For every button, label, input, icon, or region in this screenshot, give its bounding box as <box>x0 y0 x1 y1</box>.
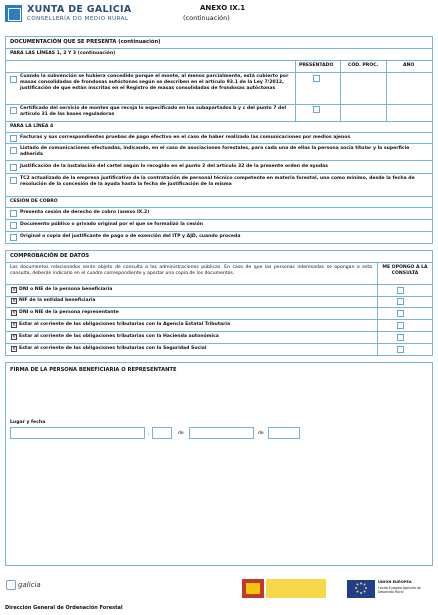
cession-checkbox-1[interactable] <box>10 210 17 217</box>
line4-item-2: Listado de comunicaciones efectuadas, indicando, en el caso de asociaciones forestales, para cada una de ellas la persona socia titular y la superficie adherida <box>20 146 410 157</box>
line4-item-3: Justificación de la instalación del cartel según lo recogido en el punto 2 del artículo 32 de la presente orden de ayudas <box>20 164 329 169</box>
row1-presented-checkbox[interactable] <box>313 75 320 82</box>
divider <box>5 307 433 308</box>
eu-label: UNIÓN EUROPEA <box>378 580 412 584</box>
ministry-logo-icon <box>266 579 326 598</box>
date-sep-3: de <box>258 431 264 436</box>
verify-item-1: DNI o NIE de la persona beneficiaria <box>19 287 113 292</box>
annex-continuation: (continuación) <box>183 14 230 22</box>
col-code: CÓD. PROC. <box>348 63 379 68</box>
row2-presented-checkbox[interactable] <box>313 106 320 113</box>
verify-x-3: × <box>12 310 17 316</box>
verify-x-5: × <box>12 334 17 340</box>
verify-x-1: × <box>12 287 17 293</box>
line4-checkbox-3[interactable] <box>10 164 17 171</box>
eu-flag-icon <box>347 580 375 598</box>
verify-item-3: DNI o NIE de la persona representante <box>19 310 119 315</box>
divider <box>5 104 433 105</box>
divider <box>5 319 433 320</box>
annex-title: ANEXO IX.1 <box>200 4 246 12</box>
line4-checkbox-4[interactable] <box>10 177 17 184</box>
line4-item-1: Facturas y sus correspondientes pruebas de pago efectivo en el caso de haber realizado las comunicaciones por medios ajenos <box>20 135 351 140</box>
divider <box>5 343 433 344</box>
verify-item-4: Estar al corriente de las obligaciones tributarias con la Agencia Estatal Tributaria <box>19 322 231 327</box>
month-field[interactable] <box>189 427 254 439</box>
verify-x-6: × <box>12 346 17 352</box>
divider <box>377 262 378 356</box>
divider <box>5 196 433 197</box>
oppose-checkbox-1[interactable] <box>397 287 404 294</box>
line4-checkbox-2[interactable] <box>10 147 17 154</box>
oppose-checkbox-5[interactable] <box>397 334 404 341</box>
cession-checkbox-3[interactable] <box>10 234 17 241</box>
oppose-checkbox-4[interactable] <box>397 322 404 329</box>
divider <box>5 132 433 133</box>
oppose-checkbox-6[interactable] <box>397 346 404 353</box>
verify-item-6: Estar al corriente de las obligaciones tributarias con la Seguridad Social <box>19 346 207 351</box>
date-sep-1: , <box>148 431 150 436</box>
divider <box>5 48 433 49</box>
cession-item-1: Presenta cesión de derecho de cobro (anexo IX.2) <box>20 210 150 215</box>
verification-title: COMPROBACIÓN DE DATOS <box>10 253 90 259</box>
place-date-label: Lugar y fecha <box>10 420 46 425</box>
galicia-wordmark: galicia <box>18 581 41 589</box>
divider <box>295 60 296 121</box>
divider <box>386 60 387 121</box>
xunta-logo-icon <box>5 5 22 22</box>
row2-text: Certificado del servicio de montes que recoja lo especificado en los subapartados b y c del punto 7 del artículo 31 de las bases reguladoras <box>20 106 287 117</box>
signature-section <box>5 362 433 566</box>
lines-title: PARA LAS LÍNEAS 1, 2 Y 3 (continuación) <box>10 51 116 56</box>
date-sep-2: de <box>178 431 184 436</box>
divider <box>5 262 433 263</box>
signature-title: FIRMA DE LA PERSONA BENEFICIARIA O REPRESENTANTE <box>10 367 177 373</box>
cession-item-3: Original o copia del justificante de pago o de exención del ITP y AJD, cuando proceda <box>20 234 241 239</box>
cession-item-2: Documento público o privado original por el que se formalizó la cesión <box>20 222 204 227</box>
divider <box>5 219 433 220</box>
divider <box>5 121 433 122</box>
divider <box>5 160 433 161</box>
divider <box>5 60 433 61</box>
directorate: Dirección General de Ordenación Forestal <box>5 605 123 611</box>
line4-title: PARA LA LÍNEA 4 <box>10 124 54 129</box>
documentation-title: DOCUMENTACIÓN QUE SE PRESENTA (continuación) <box>10 39 161 45</box>
divider <box>5 143 433 144</box>
col-year: AÑO <box>403 63 415 68</box>
row1-text: Cuando la subvención se hubiera concedido porque el monte, al menos parcialmente, está cubierto por masas consolidadas de frondosas autóctonas según se describen en el artículo 93.1 de la Ley 7/2012, justificación de que están inscritas en el Registro de masas consolidadas de frondosas autóctonas <box>20 74 289 91</box>
divider <box>5 72 433 73</box>
divider <box>5 231 433 232</box>
verify-x-4: × <box>12 322 17 328</box>
spain-government-logo-icon <box>242 579 264 598</box>
divider <box>5 207 433 208</box>
cession-title: CESIÓN DE COBRO <box>10 199 58 204</box>
year-field[interactable] <box>268 427 300 439</box>
eu-fund: Fondo Europeo Agrícola de Desarrollo Rural <box>378 586 421 594</box>
divider <box>5 331 433 332</box>
org-name: XUNTA DE GALICIA <box>27 4 132 15</box>
verification-intro: Los documentos relacionados serán objeto de consulta a las administraciones públicas. En caso de que las personas interesadas se opongan a esta consulta, deberán indicarlo en el cuadro correspondiente y aportar una copia de los documentos. <box>10 265 372 276</box>
col-oppose: ME OPONGO A LA CONSULTA <box>382 265 428 276</box>
place-field[interactable] <box>10 427 145 439</box>
verify-item-2: NIF de la entidad beneficiaria <box>19 298 96 303</box>
row1-checkbox[interactable] <box>10 76 17 83</box>
day-field[interactable] <box>152 427 172 439</box>
divider <box>340 60 341 121</box>
oppose-checkbox-2[interactable] <box>397 298 404 305</box>
verify-item-5: Estar al corriente de las obligaciones tributarias con la Hacienda autonómica <box>19 334 219 339</box>
divider <box>5 284 433 285</box>
galicia-logo-icon <box>6 580 16 590</box>
oppose-checkbox-3[interactable] <box>397 310 404 317</box>
verify-x-2: × <box>12 298 17 304</box>
col-presented: PRESENTADO <box>299 63 334 68</box>
divider <box>5 173 433 174</box>
line4-checkbox-1[interactable] <box>10 135 17 142</box>
dept-name: CONSELLERÍA DO MEDIO RURAL <box>27 16 129 22</box>
line4-item-4: TC2 actualizado de la empresa justificativo de la contratación de personal técnico competente en materia forestal, uno como mínimo, desde la fecha de resolución de la concesión de la ayuda hasta la fecha de justificación de la misma <box>20 176 415 187</box>
row2-checkbox[interactable] <box>10 107 17 114</box>
cession-checkbox-2[interactable] <box>10 222 17 229</box>
divider <box>5 296 433 297</box>
